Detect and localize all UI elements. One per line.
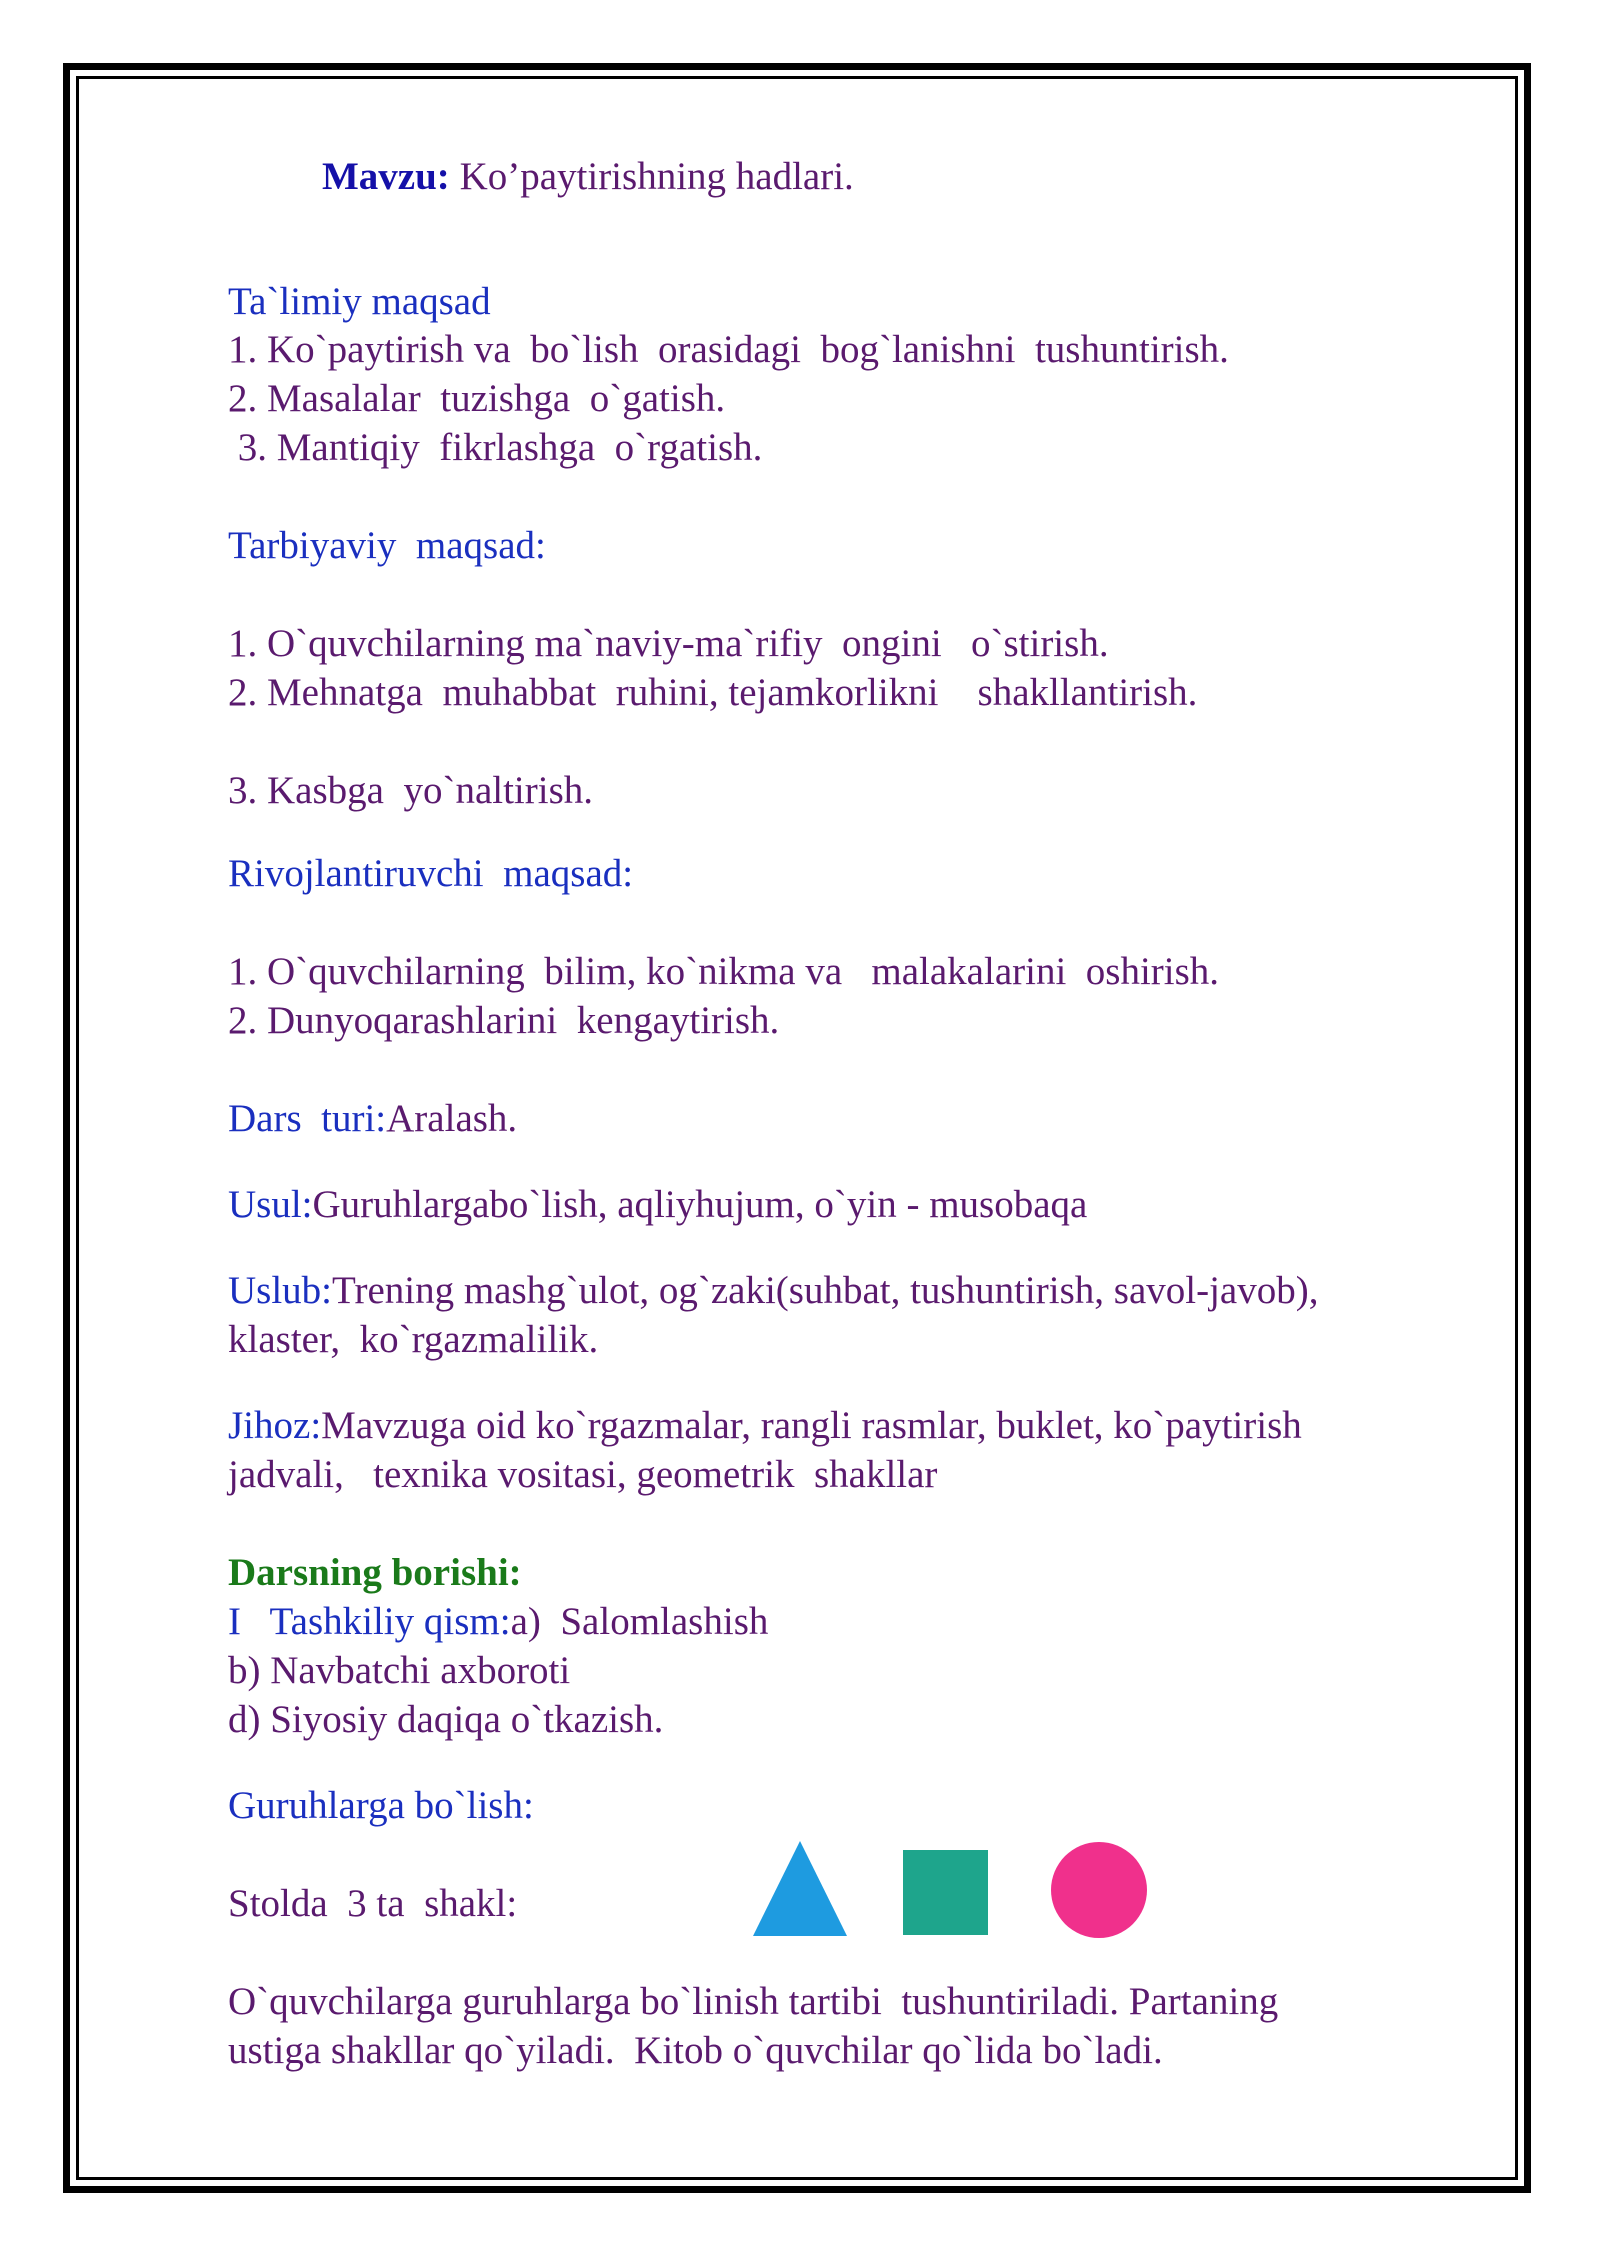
educational-goal-item: 2. Masalalar tuzishga o`gatish. <box>228 377 726 420</box>
method-label: Usul: <box>228 1183 313 1226</box>
lesson-flow-item: b) Navbatchi axboroti <box>228 1649 571 1692</box>
triangle-icon <box>753 1841 847 1936</box>
topic-label: Mavzu: <box>322 155 450 198</box>
grouping-heading: Guruhlarga bo`lish: <box>228 1784 534 1827</box>
closing-line: ustiga shakllar qo`yiladi. Kitob o`quvchilar qo`lida bo`ladi. <box>228 2029 1163 2072</box>
lesson-flow-item-value: a) Salomlashish <box>510 1600 769 1643</box>
lesson-flow-item <box>228 1600 768 1644</box>
developmental-goal-heading: Rivojlantiruvchi maqsad: <box>228 852 634 895</box>
circle-icon <box>1051 1842 1147 1938</box>
upbringing-goal-heading: Tarbiyaviy maqsad: <box>228 524 546 567</box>
lesson-flow-item: d) Siyosiy daqiqa o`tkazish. <box>228 1698 664 1741</box>
square-icon <box>903 1850 988 1935</box>
topic-text: Ko’paytirishning hadlari. <box>449 155 854 198</box>
equipment-value-continued: jadvali, texnika vositasi, geometrik shakllar <box>228 1453 938 1496</box>
style-value: Trening mashg`ulot, og`zaki(suhbat, tushuntirish, savol-javob), <box>332 1269 1319 1312</box>
lesson-type-value: Aralash. <box>386 1097 518 1140</box>
equipment-label: Jihoz: <box>228 1404 322 1447</box>
style-value-continued: klaster, ko`rgazmalilik. <box>228 1318 599 1361</box>
upbringing-goal-item: 2. Mehnatga muhabbat ruhini, tejamkorlikni shakllantirish. <box>228 671 1198 714</box>
shapes-svg <box>752 1836 1152 1946</box>
topic-line <box>322 155 854 199</box>
method-value: Guruhlargabo`lish, aqliyhujum, o`yin - musobaqa <box>312 1183 1088 1226</box>
lesson-flow-heading: Darsning borishi: <box>228 1551 522 1594</box>
educational-goal-heading: Ta`limiy maqsad <box>228 280 491 323</box>
developmental-goal-item: 2. Dunyoqarashlarini kengaytirish. <box>228 999 780 1042</box>
style-label: Uslub: <box>228 1269 333 1312</box>
closing-line: O`quvchilarga guruhlarga bo`linish tartibi tushuntiriladi. Partaning <box>228 1980 1279 2023</box>
upbringing-goal-item: 1. O`quvchilarning ma`naviy-ma`rifiy ongini o`stirish. <box>228 622 1109 665</box>
method-line <box>228 1183 1087 1227</box>
educational-goal-item: 1. Ko`paytirish va bo`lish orasidagi bog`lanishni tushuntirish. <box>228 328 1229 371</box>
equipment-line <box>228 1404 1302 1448</box>
shapes-text: Stolda 3 ta shakl: <box>228 1882 518 1925</box>
lesson-type-label: Dars turi: <box>228 1097 387 1140</box>
upbringing-goal-item: 3. Kasbga yo`naltirish. <box>228 769 594 812</box>
shapes-group <box>752 1836 1152 1946</box>
developmental-goal-item: 1. O`quvchilarning bilim, ko`nikma va malakalarini oshirish. <box>228 950 1220 993</box>
equipment-value: Mavzuga oid ko`rgazmalar, rangli rasmlar, buklet, ko`paytirish <box>321 1404 1302 1447</box>
lesson-flow-item-label: I Tashkiliy qism: <box>228 1600 511 1643</box>
educational-goal-item: 3. Mantiqiy fikrlashga o`rgatish. <box>228 426 763 469</box>
style-line <box>228 1269 1318 1313</box>
lesson-type-line <box>228 1097 517 1141</box>
